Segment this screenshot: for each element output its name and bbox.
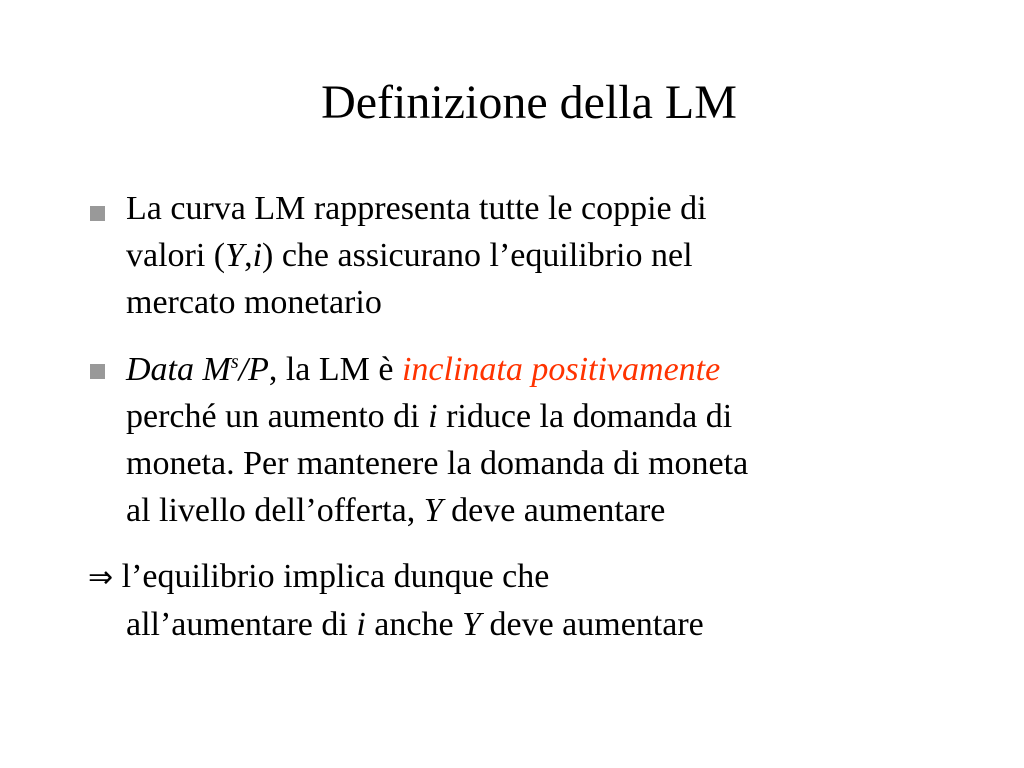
text-run: l’equilibrio implica dunque che — [113, 558, 550, 595]
text-run: riduce la domanda di — [437, 398, 733, 435]
text-line — [126, 440, 1006, 487]
text-run: ) che assicurano l’equilibrio nel — [262, 237, 693, 274]
text-run: deve aumentare — [481, 606, 704, 643]
italic-text: Y — [462, 606, 481, 643]
text-line — [126, 487, 1006, 534]
conclusion-paragraph — [88, 553, 1006, 648]
bullet-square — [90, 206, 105, 221]
slide-title: Definizione della LM — [321, 76, 737, 129]
bullet-paragraph-2 — [126, 346, 1006, 534]
superscript-text: s — [230, 351, 239, 373]
italic-text: Y — [423, 492, 443, 529]
square-bullet-icon — [90, 206, 105, 221]
square-bullet-icon — [90, 364, 105, 379]
text-run: perché un aumento di — [126, 398, 429, 435]
text-run: moneta. Per mantenere la domanda di moneta — [126, 445, 749, 482]
text-run: valori ( — [126, 237, 226, 274]
text-run: all’aumentare di — [126, 606, 357, 643]
bullet-square — [90, 364, 105, 379]
text-line — [126, 601, 1006, 648]
italic-text: Data M — [126, 351, 231, 388]
text-run: al livello dell’offerta, — [126, 492, 424, 529]
highlighted-text: inclinata positivamente — [401, 351, 721, 388]
text-run: deve aumentare — [442, 492, 666, 529]
text-run: La curva LM rappresenta tutte le coppie di — [126, 190, 707, 227]
text-line — [88, 553, 1006, 601]
italic-text: i — [428, 398, 438, 435]
text-run: , la LM è — [268, 351, 402, 388]
text-line — [126, 393, 1006, 440]
bullet-paragraph-1 — [126, 185, 1006, 326]
implies-arrow-icon: ⇒ — [88, 560, 114, 595]
italic-text: Y — [225, 237, 245, 274]
text-line — [126, 279, 1006, 326]
text-run: anche — [365, 606, 463, 643]
text-run: , — [244, 237, 253, 274]
text-line — [126, 346, 1006, 393]
text-line — [126, 185, 1006, 232]
italic-text: i — [252, 237, 263, 274]
italic-text: /P — [238, 351, 269, 388]
text-line — [126, 232, 1006, 279]
text-run: mercato monetario — [126, 284, 382, 321]
italic-text: i — [356, 606, 366, 643]
